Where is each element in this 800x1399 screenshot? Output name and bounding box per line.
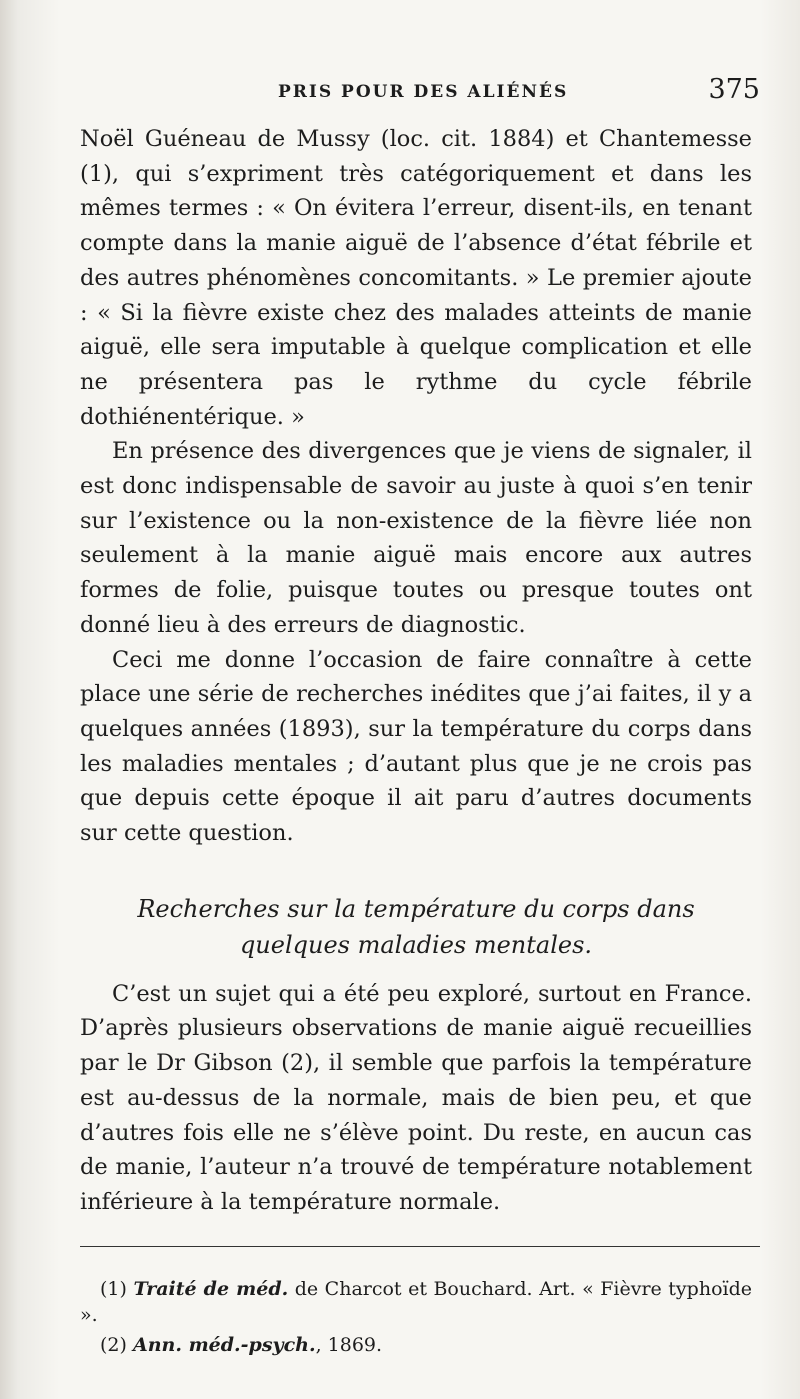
section-paragraph: C’est un sujet qui a été peu exploré, surtout en France. D’après plusieurs observations de manie aiguë recueillies par le Dr Gibson (2), il semble que parfois la température est au-dessus de la normale, mais de bien peu, et que d’autres fois elle ne s’élève point. Du reste, en aucun cas de manie, l’auteur n’a trouvé de température notablement inférieure à la température normale. <box>80 980 752 1215</box>
footnote-divider <box>80 1246 760 1247</box>
paragraph-1: Noël Guéneau de Mussy (loc. cit. 1884) et Chantemesse (1), qui s’expriment très catégoriquement et dans les mêmes termes : « On évitera l’erreur, disent-ils, en tenant compte dans la manie aiguë de l’absence d’état fébrile et des autres phénomènes concomitants. » Le premier ajoute : « Si la fièvre existe chez des malades atteints de manie aiguë, elle sera imputable à quelque complication et elle ne présentera pas le rythme du cycle fébrile dothiénentérique. » <box>80 126 752 430</box>
section-title-line-2: quelques maladies mentales. <box>239 930 593 959</box>
footnote-1-text: de Charcot et Bouchard. Art. « Fièvre typhoïde ». <box>80 1278 752 1326</box>
footnote-2-text: , 1869. <box>315 1334 383 1356</box>
paragraph-3: Ceci me donne l’occasion de faire connaître à cette place une série de recherches inédites que j’ai faites, il y a quelques années (1893), sur la température du corps dans les maladies mentales ; d’autant plus que je ne crois pas que depuis cette époque il ait paru d’autres documents sur cette question. <box>80 646 752 847</box>
footnote-2-number: (2) <box>100 1334 127 1356</box>
footnotes <box>80 1276 752 1362</box>
footnote-1-title: Traité de méd. <box>133 1278 289 1300</box>
body-text <box>80 122 752 1220</box>
page-number: 375 <box>708 74 760 105</box>
footnote-1 <box>80 1276 752 1328</box>
footnote-1-number: (1) <box>100 1278 127 1300</box>
section-title-line-1: Recherches sur la température du corps dans <box>137 894 695 923</box>
paragraph-2: En présence des divergences que je viens de signaler, il est donc indispensable de savoir au juste à quoi s’en tenir sur l’existence ou la non-existence de la fièvre liée non seulement à la manie aiguë mais encore aux autres formes de folie, puisque toutes ou presque toutes ont donné lieu à des erreurs de diagnostic. <box>80 438 752 638</box>
footnote-2 <box>80 1332 752 1358</box>
footnote-2-title: Ann. méd.-psych. <box>132 1334 316 1356</box>
section-title <box>80 891 752 963</box>
running-title: PRIS POUR DES ALIÉNÉS <box>278 82 569 102</box>
page-header <box>80 70 760 110</box>
